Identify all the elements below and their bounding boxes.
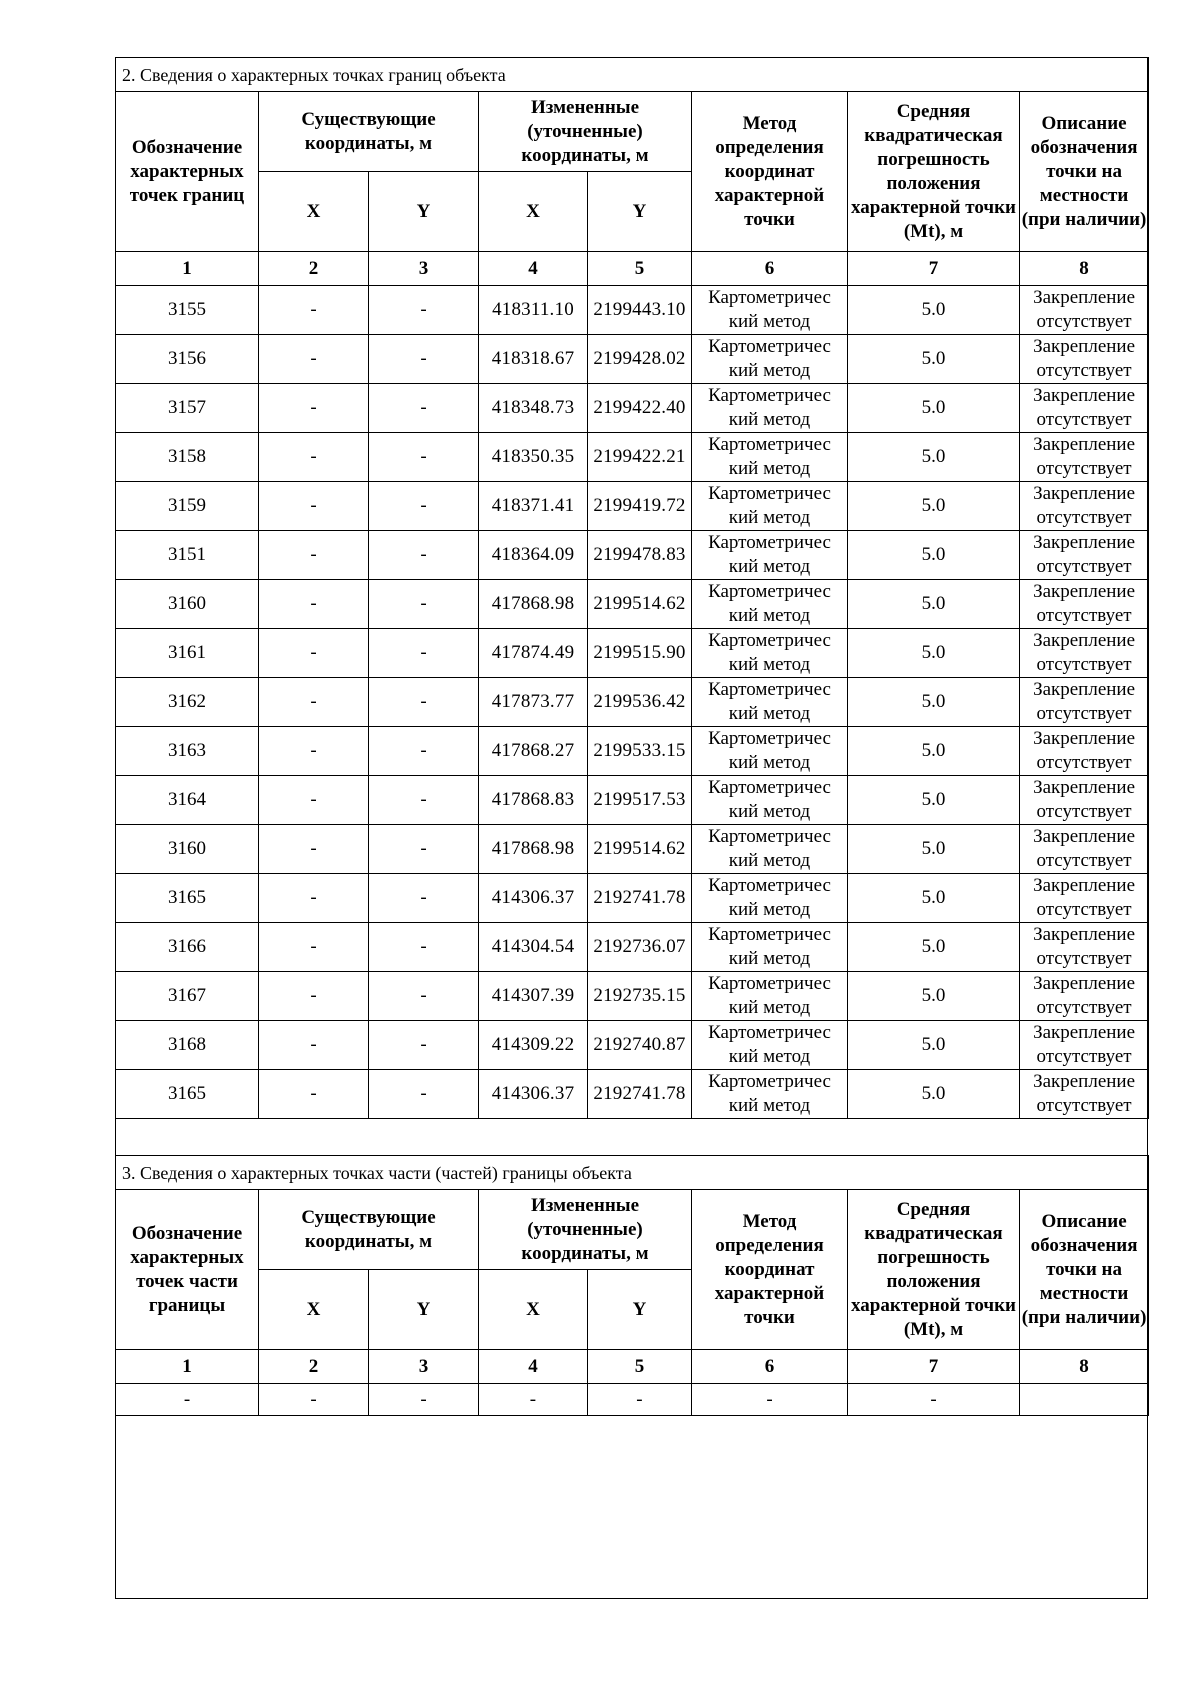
header-existing-y: Y bbox=[369, 172, 479, 252]
col-number: 8 bbox=[1020, 252, 1149, 286]
header-existing: Существующие координаты, м bbox=[259, 1190, 479, 1270]
mt-value: 5.0 bbox=[848, 482, 1020, 531]
method: Картометричес кий метод bbox=[692, 1021, 848, 1070]
header-description: Описание обозначения точки на местности (при наличии) bbox=[1020, 1190, 1149, 1350]
existing-x: - bbox=[259, 531, 369, 580]
point-id: 3166 bbox=[116, 923, 259, 972]
changed-y: - bbox=[588, 1384, 692, 1416]
table-row bbox=[116, 874, 1149, 923]
existing-y: - bbox=[369, 531, 479, 580]
existing-x: - bbox=[259, 433, 369, 482]
existing-x: - bbox=[259, 1021, 369, 1070]
description bbox=[1020, 1384, 1149, 1416]
changed-x: 418350.35 bbox=[479, 433, 588, 482]
table-row bbox=[116, 972, 1149, 1021]
mt-value: 5.0 bbox=[848, 1021, 1020, 1070]
existing-y: - bbox=[369, 286, 479, 335]
changed-y: 2199514.62 bbox=[588, 825, 692, 874]
existing-y: - bbox=[369, 335, 479, 384]
mt-value: 5.0 bbox=[848, 335, 1020, 384]
method: Картометричес кий метод bbox=[692, 1070, 848, 1119]
existing-x: - bbox=[259, 678, 369, 727]
existing-y: - bbox=[369, 972, 479, 1021]
method: Картометричес кий метод bbox=[692, 482, 848, 531]
point-id: 3159 bbox=[116, 482, 259, 531]
existing-y: - bbox=[369, 678, 479, 727]
existing-x: - bbox=[259, 1384, 369, 1416]
method: Картометричес кий метод bbox=[692, 531, 848, 580]
header-changed-x: X bbox=[479, 172, 588, 252]
header-existing-x: X bbox=[259, 172, 369, 252]
section-caption: 3. Сведения о характерных точках части (частей) границы объекта bbox=[116, 1156, 1149, 1190]
method: Картометричес кий метод bbox=[692, 972, 848, 1021]
point-id: 3158 bbox=[116, 433, 259, 482]
mt-value: 5.0 bbox=[848, 874, 1020, 923]
table-row bbox=[116, 1021, 1149, 1070]
changed-y: 2192736.07 bbox=[588, 923, 692, 972]
table-row bbox=[116, 629, 1149, 678]
existing-y: - bbox=[369, 433, 479, 482]
mt-value: 5.0 bbox=[848, 286, 1020, 335]
column-numbers-row bbox=[116, 252, 1149, 286]
changed-x: 414306.37 bbox=[479, 1070, 588, 1119]
col-number: 5 bbox=[588, 252, 692, 286]
changed-x: 418364.09 bbox=[479, 531, 588, 580]
table-row bbox=[116, 1070, 1149, 1119]
point-id: 3162 bbox=[116, 678, 259, 727]
table-row bbox=[116, 384, 1149, 433]
description: Закрепление отсутствует bbox=[1020, 727, 1149, 776]
col-number: 7 bbox=[848, 252, 1020, 286]
point-id: 3164 bbox=[116, 776, 259, 825]
changed-y: 2199419.72 bbox=[588, 482, 692, 531]
changed-y: 2199428.02 bbox=[588, 335, 692, 384]
description: Закрепление отсутствует bbox=[1020, 972, 1149, 1021]
existing-y: - bbox=[369, 776, 479, 825]
changed-x: - bbox=[479, 1384, 588, 1416]
header-designation: Обозначение характерных точек части границы bbox=[116, 1190, 259, 1350]
method: Картометричес кий метод bbox=[692, 335, 848, 384]
method: Картометричес кий метод bbox=[692, 727, 848, 776]
existing-x: - bbox=[259, 972, 369, 1021]
existing-x: - bbox=[259, 384, 369, 433]
changed-y: 2199536.42 bbox=[588, 678, 692, 727]
mt-value: 5.0 bbox=[848, 678, 1020, 727]
header-changed-x: X bbox=[479, 1270, 588, 1350]
point-id: 3165 bbox=[116, 874, 259, 923]
mt-value: 5.0 bbox=[848, 825, 1020, 874]
existing-x: - bbox=[259, 727, 369, 776]
description: Закрепление отсутствует bbox=[1020, 384, 1149, 433]
description: Закрепление отсутствует bbox=[1020, 776, 1149, 825]
col-number: 6 bbox=[692, 252, 848, 286]
table-row bbox=[116, 825, 1149, 874]
existing-x: - bbox=[259, 629, 369, 678]
header-existing-y: Y bbox=[369, 1270, 479, 1350]
description: Закрепление отсутствует bbox=[1020, 629, 1149, 678]
changed-x: 414309.22 bbox=[479, 1021, 588, 1070]
description: Закрепление отсутствует bbox=[1020, 678, 1149, 727]
changed-x: 417873.77 bbox=[479, 678, 588, 727]
description: Закрепление отсутствует bbox=[1020, 1070, 1149, 1119]
point-id: 3155 bbox=[116, 286, 259, 335]
header-error: Средняя квадратическая погрешность положения характерной точки (Mt), м bbox=[848, 92, 1020, 252]
point-id: 3157 bbox=[116, 384, 259, 433]
method: Картометричес кий метод bbox=[692, 923, 848, 972]
header-existing-x: X bbox=[259, 1270, 369, 1350]
changed-y: 2199422.21 bbox=[588, 433, 692, 482]
description: Закрепление отсутствует bbox=[1020, 433, 1149, 482]
description: Закрепление отсутствует bbox=[1020, 874, 1149, 923]
mt-value: 5.0 bbox=[848, 531, 1020, 580]
column-numbers-row bbox=[116, 1350, 1149, 1384]
table-row bbox=[116, 335, 1149, 384]
header-changed-y: Y bbox=[588, 172, 692, 252]
changed-y: 2192741.78 bbox=[588, 1070, 692, 1119]
description: Закрепление отсутствует bbox=[1020, 580, 1149, 629]
mt-value: 5.0 bbox=[848, 1070, 1020, 1119]
existing-y: - bbox=[369, 874, 479, 923]
description: Закрепление отсутствует bbox=[1020, 335, 1149, 384]
col-number: 7 bbox=[848, 1350, 1020, 1384]
changed-y: 2192740.87 bbox=[588, 1021, 692, 1070]
description: Закрепление отсутствует bbox=[1020, 1021, 1149, 1070]
method: Картометричес кий метод bbox=[692, 580, 848, 629]
header-method: Метод определения координат характерной точки bbox=[692, 1190, 848, 1350]
point-id: 3167 bbox=[116, 972, 259, 1021]
changed-x: 417868.98 bbox=[479, 825, 588, 874]
existing-y: - bbox=[369, 923, 479, 972]
table-row bbox=[116, 727, 1149, 776]
points-table bbox=[115, 57, 1149, 1119]
point-id: - bbox=[116, 1384, 259, 1416]
col-number: 2 bbox=[259, 252, 369, 286]
col-number: 4 bbox=[479, 252, 588, 286]
point-id: 3168 bbox=[116, 1021, 259, 1070]
header-changed: Измененные (уточненные) координаты, м bbox=[479, 92, 692, 172]
changed-y: 2199422.40 bbox=[588, 384, 692, 433]
changed-x: 417874.49 bbox=[479, 629, 588, 678]
changed-x: 418371.41 bbox=[479, 482, 588, 531]
table-row bbox=[116, 482, 1149, 531]
mt-value: 5.0 bbox=[848, 629, 1020, 678]
point-id: 3151 bbox=[116, 531, 259, 580]
point-id: 3161 bbox=[116, 629, 259, 678]
header-changed-y: Y bbox=[588, 1270, 692, 1350]
description: Закрепление отсутствует bbox=[1020, 531, 1149, 580]
changed-y: 2199514.62 bbox=[588, 580, 692, 629]
mt-value: 5.0 bbox=[848, 923, 1020, 972]
method: Картометричес кий метод bbox=[692, 629, 848, 678]
method: Картометричес кий метод bbox=[692, 286, 848, 335]
existing-x: - bbox=[259, 874, 369, 923]
existing-y: - bbox=[369, 580, 479, 629]
existing-y: - bbox=[369, 727, 479, 776]
existing-x: - bbox=[259, 1070, 369, 1119]
changed-x: 417868.98 bbox=[479, 580, 588, 629]
col-number: 3 bbox=[369, 1350, 479, 1384]
header-description: Описание обозначения точки на местности (при наличии) bbox=[1020, 92, 1149, 252]
method: Картометричес кий метод bbox=[692, 825, 848, 874]
header-changed: Измененные (уточненные) координаты, м bbox=[479, 1190, 692, 1270]
description: Закрепление отсутствует bbox=[1020, 923, 1149, 972]
mt-value: - bbox=[848, 1384, 1020, 1416]
existing-x: - bbox=[259, 580, 369, 629]
table-row bbox=[116, 433, 1149, 482]
existing-x: - bbox=[259, 776, 369, 825]
description: Закрепление отсутствует bbox=[1020, 482, 1149, 531]
changed-y: 2199533.15 bbox=[588, 727, 692, 776]
mt-value: 5.0 bbox=[848, 972, 1020, 1021]
table-row bbox=[116, 776, 1149, 825]
existing-y: - bbox=[369, 825, 479, 874]
point-id: 3163 bbox=[116, 727, 259, 776]
col-number: 1 bbox=[116, 252, 259, 286]
existing-x: - bbox=[259, 825, 369, 874]
col-number: 3 bbox=[369, 252, 479, 286]
col-number: 4 bbox=[479, 1350, 588, 1384]
method: Картометричес кий метод bbox=[692, 874, 848, 923]
mt-value: 5.0 bbox=[848, 727, 1020, 776]
description: Закрепление отсутствует bbox=[1020, 825, 1149, 874]
changed-x: 417868.27 bbox=[479, 727, 588, 776]
table-row bbox=[116, 286, 1149, 335]
col-number: 2 bbox=[259, 1350, 369, 1384]
existing-x: - bbox=[259, 923, 369, 972]
method: Картометричес кий метод bbox=[692, 678, 848, 727]
method: Картометричес кий метод bbox=[692, 433, 848, 482]
col-number: 8 bbox=[1020, 1350, 1149, 1384]
point-id: 3160 bbox=[116, 825, 259, 874]
existing-x: - bbox=[259, 335, 369, 384]
changed-x: 418311.10 bbox=[479, 286, 588, 335]
existing-y: - bbox=[369, 1384, 479, 1416]
changed-y: 2199443.10 bbox=[588, 286, 692, 335]
existing-y: - bbox=[369, 482, 479, 531]
mt-value: 5.0 bbox=[848, 776, 1020, 825]
method: - bbox=[692, 1384, 848, 1416]
mt-value: 5.0 bbox=[848, 433, 1020, 482]
header-existing: Существующие координаты, м bbox=[259, 92, 479, 172]
existing-y: - bbox=[369, 384, 479, 433]
col-number: 6 bbox=[692, 1350, 848, 1384]
point-id: 3156 bbox=[116, 335, 259, 384]
section-caption: 2. Сведения о характерных точках границ объекта bbox=[116, 58, 1149, 92]
table-row bbox=[116, 678, 1149, 727]
header-method: Метод определения координат характерной точки bbox=[692, 92, 848, 252]
changed-x: 414306.37 bbox=[479, 874, 588, 923]
description: Закрепление отсутствует bbox=[1020, 286, 1149, 335]
point-id: 3165 bbox=[116, 1070, 259, 1119]
changed-y: 2199515.90 bbox=[588, 629, 692, 678]
header-designation: Обозначение характерных точек границ bbox=[116, 92, 259, 252]
col-number: 5 bbox=[588, 1350, 692, 1384]
changed-x: 418348.73 bbox=[479, 384, 588, 433]
existing-y: - bbox=[369, 1070, 479, 1119]
method: Картометричес кий метод bbox=[692, 776, 848, 825]
existing-x: - bbox=[259, 286, 369, 335]
changed-x: 414304.54 bbox=[479, 923, 588, 972]
table-row bbox=[116, 531, 1149, 580]
existing-y: - bbox=[369, 629, 479, 678]
changed-x: 417868.83 bbox=[479, 776, 588, 825]
table-row bbox=[116, 923, 1149, 972]
header-error: Средняя квадратическая погрешность положения характерной точки (Mt), м bbox=[848, 1190, 1020, 1350]
existing-y: - bbox=[369, 1021, 479, 1070]
changed-y: 2192741.78 bbox=[588, 874, 692, 923]
point-id: 3160 bbox=[116, 580, 259, 629]
part-points-table bbox=[115, 1155, 1149, 1416]
changed-x: 418318.67 bbox=[479, 335, 588, 384]
table-row bbox=[116, 1384, 1149, 1416]
method: Картометричес кий метод bbox=[692, 384, 848, 433]
changed-y: 2199478.83 bbox=[588, 531, 692, 580]
changed-x: 414307.39 bbox=[479, 972, 588, 1021]
mt-value: 5.0 bbox=[848, 580, 1020, 629]
col-number: 1 bbox=[116, 1350, 259, 1384]
existing-x: - bbox=[259, 482, 369, 531]
mt-value: 5.0 bbox=[848, 384, 1020, 433]
changed-y: 2199517.53 bbox=[588, 776, 692, 825]
changed-y: 2192735.15 bbox=[588, 972, 692, 1021]
table-row bbox=[116, 580, 1149, 629]
